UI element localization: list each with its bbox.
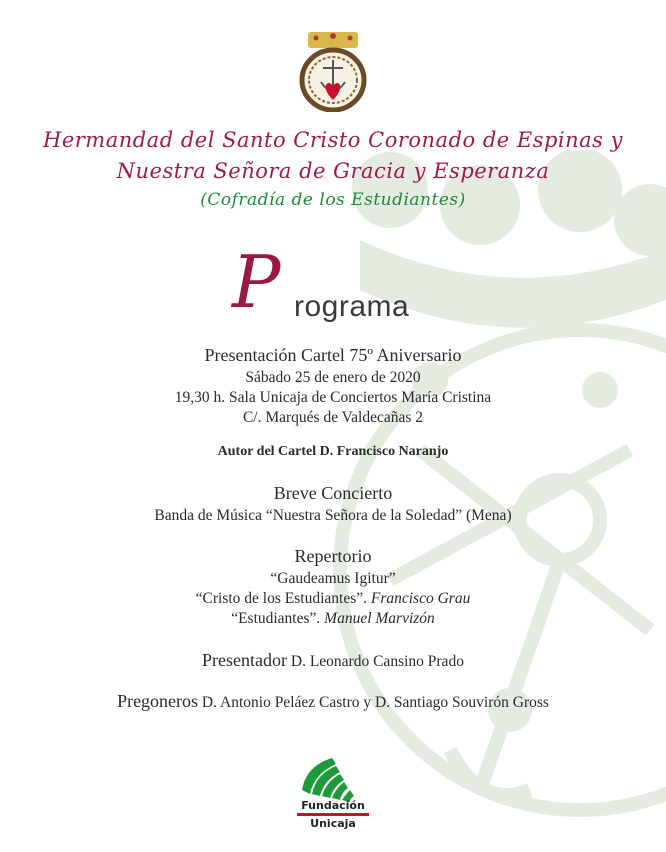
sponsor-divider [297, 813, 369, 816]
event-address: C/. Marqués de Valdecañas 2 [242, 409, 424, 426]
brotherhood-subtitle: (Cofradía de los Estudiantes) [200, 190, 466, 210]
repertorio-item [0, 590, 666, 608]
programa-initial: P [232, 240, 281, 324]
repertorio-item [0, 610, 666, 628]
brotherhood-crest [298, 30, 368, 112]
repertorio-heading: Repertorio [294, 546, 372, 566]
brotherhood-name-line2: Nuestra Señora de Gracia y Esperanza [116, 159, 550, 183]
concierto-heading: Breve Concierto [273, 483, 393, 503]
programa-rest: rograma [294, 290, 410, 323]
pregoneros-label: Pregoneros [117, 691, 199, 711]
presentador-line [0, 650, 666, 671]
event-venue: 19,30 h. Sala Unicaja de Conciertos María Cristina [174, 389, 492, 406]
repertorio-item-title: “Gaudeamus Igitur” [270, 570, 396, 587]
sponsor-line1: Fundación [301, 799, 365, 812]
event-date: Sábado 25 de enero de 2020 [245, 369, 421, 386]
repertorio-item-title: “Estudiantes”. [231, 610, 321, 627]
poster-author: Autor del Cartel D. Francisco Naranjo [217, 444, 449, 459]
event-title: Presentación Cartel 75º Aniversario [204, 345, 462, 365]
brotherhood-name-line1: Hermandad del Santo Cristo Coronado de Espinas y [43, 128, 623, 152]
repertorio-item-title: “Cristo de los Estudiantes”. [195, 590, 367, 607]
presentador-label: Presentador [202, 650, 288, 670]
repertorio-item-composer: Francisco Grau [370, 590, 471, 607]
repertorio-item [0, 570, 666, 588]
sponsor-line2: Unicaja [310, 817, 356, 830]
pregoneros-line [0, 691, 666, 712]
repertorio-item-composer: Manuel Marvizón [324, 610, 435, 627]
pregoneros-names: D. Antonio Peláez Castro y D. Santiago Souvirón Gross [201, 694, 549, 711]
presentador-name: D. Leonardo Cansino Prado [290, 653, 464, 670]
concierto-band: Banda de Música “Nuestra Señora de la Soledad” (Mena) [154, 507, 512, 524]
programa-heading [228, 240, 458, 332]
